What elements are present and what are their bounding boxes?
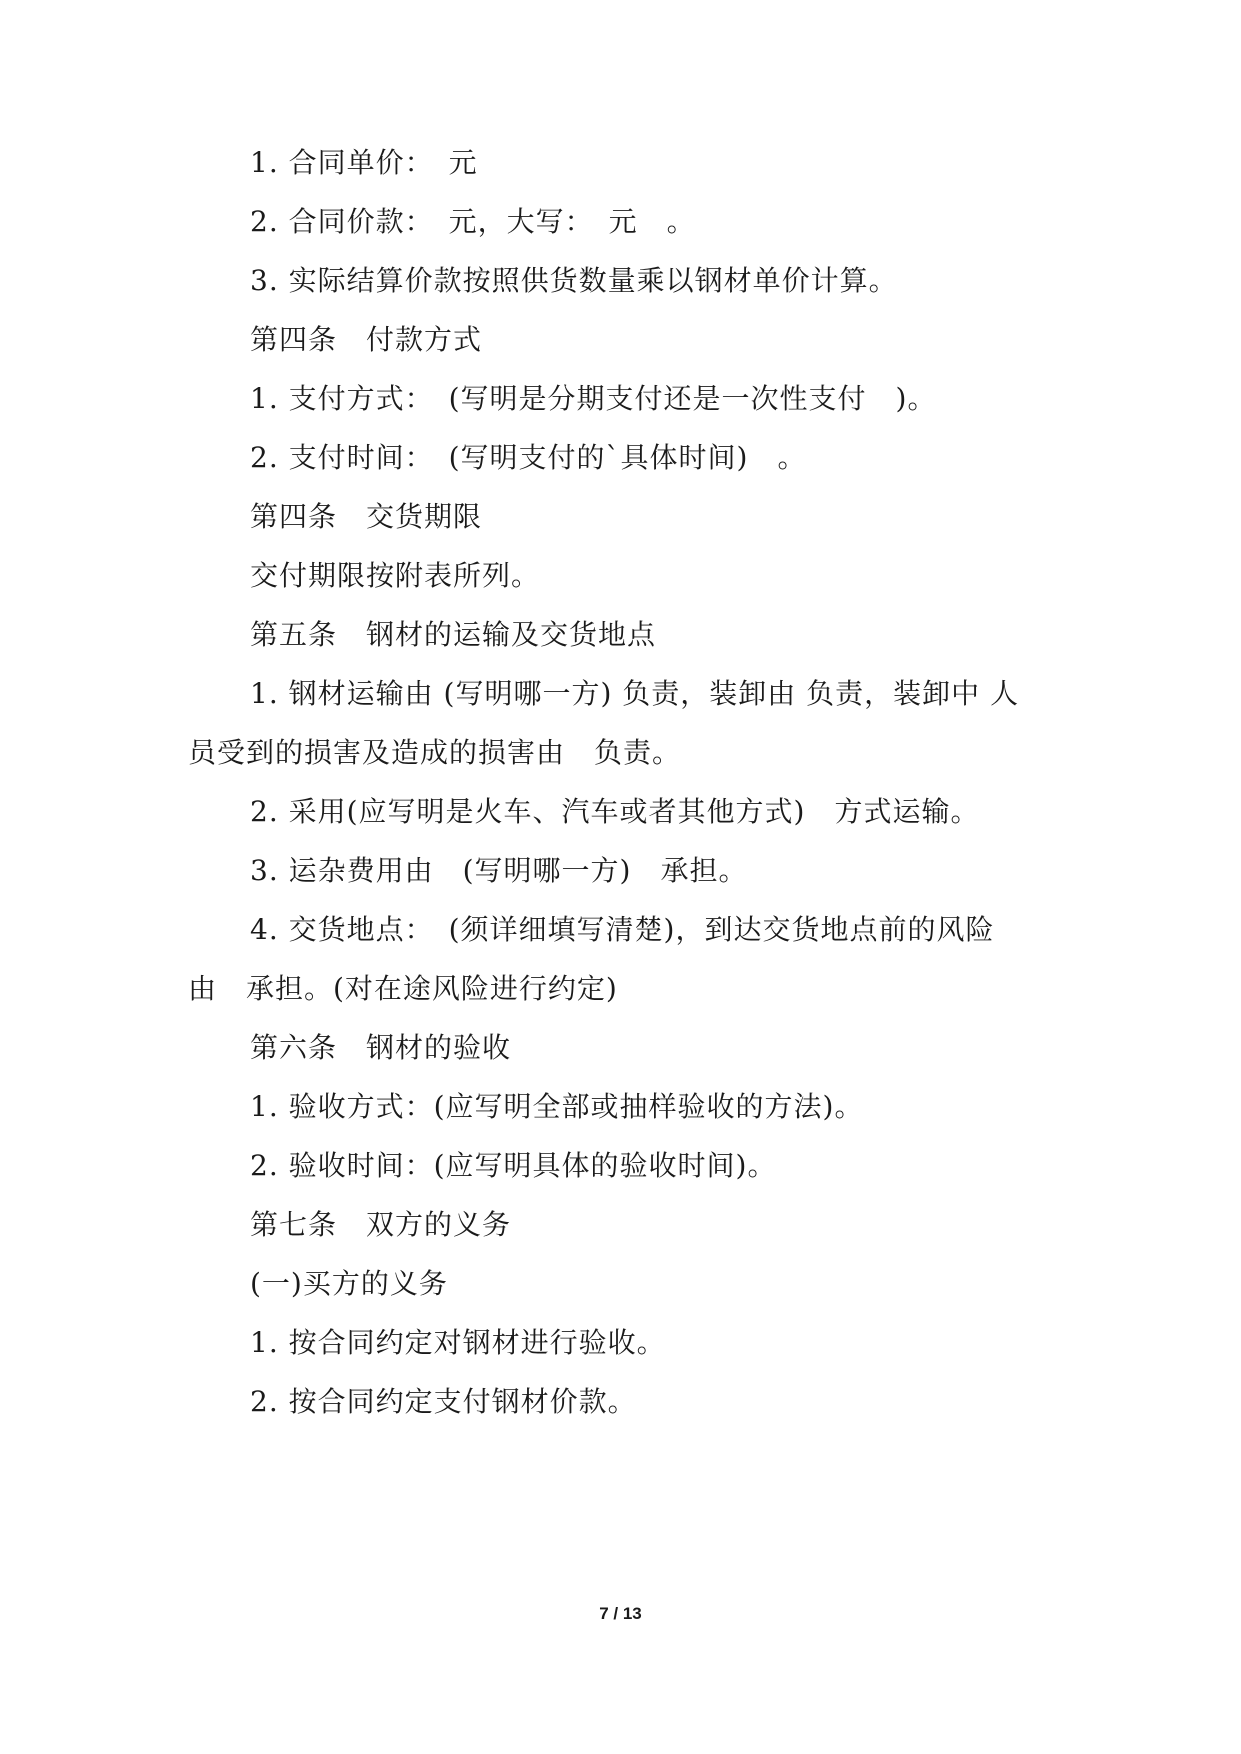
- text-line: 1. 验收方式：(应写明全部或抽样验收的方法)。: [250, 1090, 864, 1123]
- text-line: 4. 交货地点： (须详细填写清楚)，到达交货地点前的风险: [250, 913, 995, 946]
- text-line: 1. 按合同约定对钢材进行验收。: [250, 1326, 666, 1359]
- text-line: 2. 按合同约定支付钢材价款。: [250, 1385, 637, 1418]
- text-line: 2. 支付时间： (写明支付的`具体时间) 。: [250, 441, 807, 474]
- text-line: 2. 合同价款： 元，大写： 元 。: [250, 205, 696, 238]
- text-line: 3. 运杂费用由 (写明哪一方) 承担。: [250, 854, 748, 887]
- text-line: 由 承担。(对在途风险进行约定): [188, 972, 618, 1005]
- section-heading: 第五条 钢材的运输及交货地点: [250, 618, 657, 651]
- text-line: 1. 钢材运输由 (写明哪一方) 负责，装卸由 负责，装卸中 人: [250, 677, 1020, 710]
- text-line: 交付期限按附表所列。: [250, 559, 541, 592]
- text-line: 2. 采用(应写明是火车、汽车或者其他方式) 方式运输。: [250, 795, 980, 828]
- text-line: 2. 验收时间：(应写明具体的验收时间)。: [250, 1149, 777, 1182]
- text-line: 3. 实际结算价款按照供货数量乘以钢材单价计算。: [250, 264, 898, 297]
- text-line: 1. 支付方式： (写明是分期支付还是一次性支付 )。: [250, 382, 937, 415]
- text-line: 1. 合同单价： 元: [250, 146, 478, 179]
- section-heading: 第六条 钢材的验收: [250, 1031, 512, 1064]
- section-heading: 第四条 交货期限: [250, 500, 483, 533]
- subsection-heading: (一)买方的义务: [250, 1267, 448, 1300]
- section-heading: 第七条 双方的义务: [250, 1208, 512, 1241]
- page-number: 7 / 13: [599, 1604, 642, 1623]
- text-line: 员受到的损害及造成的损害由 负责。: [188, 736, 682, 769]
- section-heading: 第四条 付款方式: [250, 323, 483, 356]
